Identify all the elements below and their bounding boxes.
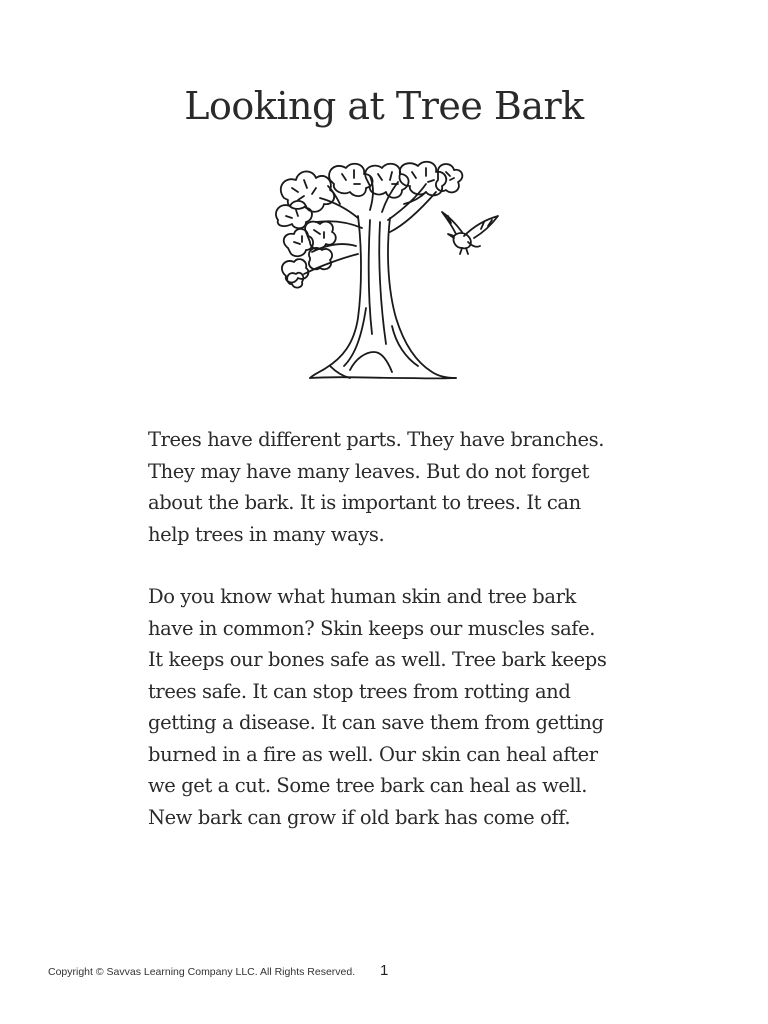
text-line: trees safe. It can stop trees from rotting and	[148, 679, 571, 703]
text-line: burned in a fire as well. Our skin can heal after	[148, 742, 598, 766]
text-line: getting a disease. It can save them from getting	[148, 711, 604, 734]
bird-icon	[442, 212, 498, 254]
page-number: 1	[380, 962, 389, 979]
text-line: New bark can grow if old bark has come off.	[148, 805, 571, 829]
paragraph-2	[148, 581, 648, 833]
text-line: we get a cut. Some tree bark can heal as well.	[148, 774, 588, 797]
text-line: about the bark. It is important to trees. It can	[148, 491, 581, 514]
copyright-notice: Copyright © Savvas Learning Company LLC. All Rights Reserved.	[48, 966, 356, 978]
page-footer	[48, 958, 448, 982]
text-line: It keeps our bones safe as well. Tree bark keeps	[148, 648, 607, 671]
paragraph-1	[148, 424, 648, 550]
article-body	[148, 424, 648, 864]
text-line: Do you know what human skin and tree bark	[148, 585, 576, 608]
tree-illustration	[270, 158, 502, 384]
text-line: They may have many leaves. But do not forget	[148, 459, 590, 483]
text-line: Trees have different parts. They have branches.	[148, 428, 605, 451]
tree-trunk	[310, 216, 456, 378]
text-line: have in common? Skin keeps our muscles safe.	[148, 616, 596, 640]
text-line: help trees in many ways.	[148, 522, 385, 546]
page-title: Looking at Tree Bark	[184, 84, 584, 128]
